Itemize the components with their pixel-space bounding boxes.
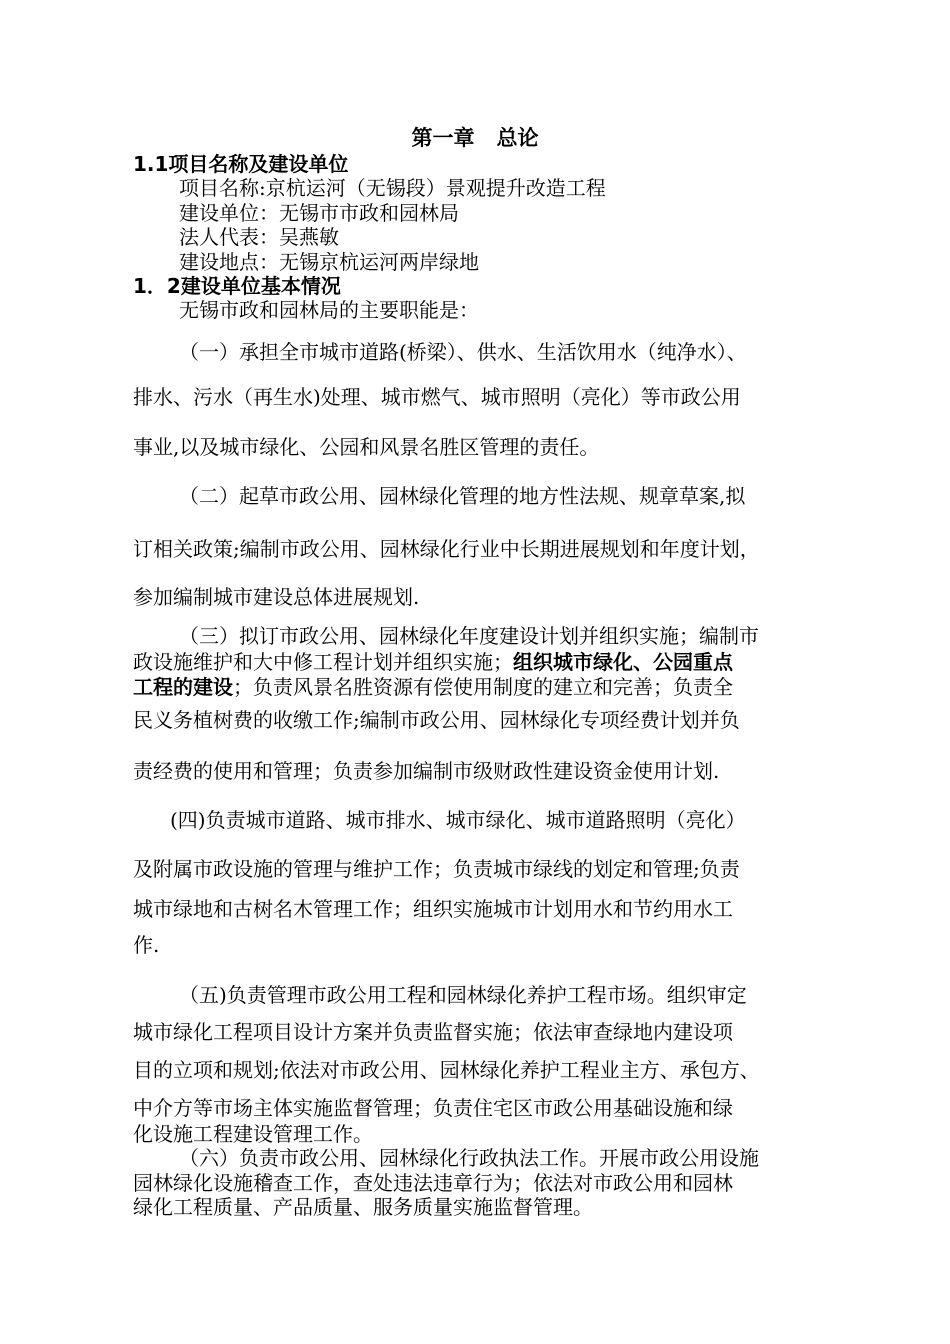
duty-1-line-2: 排水、污水（再生水)处理、城市燃气、城市照明（亮化）等市政公用 [133, 385, 741, 409]
duty-3-line-5: 责经费的使用和管理；负责参加编制市级财政性建设资金使用计划. [133, 759, 720, 783]
duty-3-line-4: 民义务植树费的收缴工作;编制市政公用、园林绿化专项经费计划并负 [133, 708, 740, 732]
duty-4-line-4: 作. [133, 933, 160, 957]
duty-1-line-3: 事业,以及城市绿化、公园和风景名胜区管理的责任。 [133, 435, 600, 459]
duty-6-line-1: （六）负责市政公用、园林绿化行政执法工作。开展市政公用设施 [179, 1146, 759, 1170]
duty-3-line-3 [133, 675, 733, 699]
duty-3-line-2 [133, 650, 733, 674]
duty-5-line-1: （五)负责管理市政公用工程和园林绿化养护工程市场。组织审定 [179, 983, 747, 1007]
duty-2-line-3: 参加编制城市建设总体进展规划. [133, 585, 420, 609]
duty-6-line-3: 绿化工程质量、产品质量、服务质量实施监督管理。 [133, 1195, 593, 1219]
duty-1-line-1: （一）承担全市城市道路(桥梁）、供水、生活饮用水（纯净水）、 [179, 340, 747, 364]
duty-5-line-4: 中介方等市场主体实施监督管理；负责住宅区市政公用基础设施和绿 [133, 1096, 733, 1120]
duty-3-line-1: （三）拟订市政公用、园林绿化年度建设计划并组织实施；编制市 [179, 624, 759, 648]
duty-2-line-1: （二）起草市政公用、园林绿化管理的地方性法规、规章草案,拟 [179, 484, 746, 508]
construction-unit-line: 建设单位：无锡市市政和园林局 [179, 201, 459, 225]
duty-5-line-2: 城市绿化工程项目设计方案并负责监督实施；依法审查绿地内建设项 [133, 1020, 733, 1044]
chapter-title: 第一章 总论 [411, 126, 539, 150]
section-1-2-heading: 1．2建设单位基本情况 [133, 274, 341, 298]
duty-4-line-1: (四)负责城市道路、城市排水、城市绿化、城市道路照明（亮化） [170, 808, 746, 832]
section-1-2-intro: 无锡市政和园林局的主要职能是： [179, 298, 479, 322]
duty-4-line-2: 及附属市政设施的管理与维护工作；负责城市绿线的划定和管理;负责 [133, 857, 740, 881]
duty-5-line-5: 化设施工程建设管理工作。 [133, 1122, 373, 1146]
location-line: 建设地点：无锡京杭运河两岸绿地 [179, 250, 479, 274]
project-name-line: 项目名称:京杭运河（无锡段）景观提升改造工程 [179, 176, 606, 200]
duty-2-line-2: 订相关政策;编制市政公用、园林绿化行业中长期进展规划和年度计划， [133, 537, 760, 561]
section-1-1-heading: 1.1项目名称及建设单位 [133, 152, 349, 176]
duty-6-line-2: 园林绿化设施稽查工作，查处违法违章行为；依法对市政公用和园林 [133, 1171, 733, 1195]
duty-5-line-3: 目的立项和规划;依法对市政公用、园林绿化养护工程业主方、承包方、 [133, 1058, 760, 1082]
legal-rep-line: 法人代表：吴燕敏 [179, 225, 339, 249]
duty-3-line-3-emphasis: 工程的建设 [133, 675, 233, 699]
duty-4-line-3: 城市绿地和古树名木管理工作；组织实施城市计划用水和节约用水工 [133, 897, 733, 921]
duty-3-line-3-text: ；负责风景名胜资源有偿使用制度的建立和完善；负责全 [233, 675, 733, 699]
duty-3-line-2-emphasis: 组织城市绿化、公园重点 [513, 650, 733, 674]
duty-3-line-2-text: 政设施维护和大中修工程计划并组织实施； [133, 650, 513, 674]
